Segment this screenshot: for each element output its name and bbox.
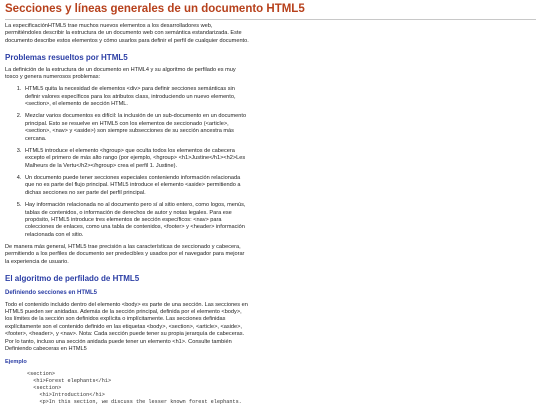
code-line: <section> — [27, 384, 62, 391]
code-line: <h1>Forest elephants</h1> — [27, 377, 112, 384]
list-item: 2. Mezclar varios documentos es difícil: la inclusión de un sub-documento en un documento principal. Esto se resuelve en HTML5 con los elementos de seccionado (<article>, <section>, <nav> y <aside>) son siempre subsecciones de su sección ancestra más cercana. — [23, 113, 251, 143]
problems-closing-paragraph: De manera más general, HTML5 trae precisión a las características de seccionado y cabecera, permitiendo a los perfiles de documento ser predecibles y usados por el navegador para mejorar la experiencia de usuario. — [5, 244, 245, 265]
section-heading-algorithm: El algoritmo de perfilado de HTML5 — [5, 274, 140, 284]
example-heading: Ejemplo — [5, 359, 27, 366]
code-line: <h1>Introduction</h1> — [27, 391, 105, 398]
list-item: 3. HTML5 introduce el elemento <hgroup> que oculta todos los elementos de cabecera excepto el primero de más alto rango (por ejemplo, <hgroup> <h1>Justine</h1><h2>Les Malheurs de la Vertu</h2></hgroup> crea el perfil 1. Justine). — [23, 148, 251, 170]
problems-list — [5, 86, 251, 239]
defining-sections-paragraph: Todo el contenido incluido dentro del elemento <body> es parte de una sección. Las secciones en HTML5 pueden ser anidadas. Además de la sección principal, definida por el elemento <body>, los límites de la sección son definidos explícita o implícitamente. Las secciones definidas explícitamente son el contenido definido en las etiquetas <body>, <section>, <article>, <aside>, <footer>, <header>, y <nav>. Nota: Cada sección puede tener su propia jerarquía de cabeceras. Por lo tanto, incluso una sección anidada puede tener un elemento <h1>. Consulte también Definiendo cabeceras en HTML5 — [5, 301, 248, 352]
code-line: <section> — [27, 370, 56, 377]
subsection-heading-defining-sections: Definiendo secciones en HTML5 — [5, 289, 98, 296]
list-item: 1. HTML5 quita la necesidad de elementos <div> para definir secciones semánticas sin definir valores específicos para los atributos class, introduciendo un nuevo elemento, <section>, el elemento de sección HTML. — [23, 86, 251, 108]
page-title: Secciones y líneas generales de un documento HTML5 — [5, 3, 536, 20]
list-item: 5. Hay información relacionada no al documento pero sí al sitio entero, como logos, menús, tablas de contenidos, o información de derechos de autor y notas legales. Para ese propósito, HTML5 introduce tres elementos de sección específicos: <nav> para colecciones de enlaces, como una tabla de contenidos, <footer> y <header> información relacionada con el sitio. — [23, 202, 251, 239]
intro-paragraph: La especificaciónHTML5 trae muchos nuevos elementos a los desarrolladores web, permitiéndoles describir la estructura de un documento web con semántica estandarizada. Este documento describe estos elementos y cómo usarlos para definir el perfil de cualquier documento. — [5, 22, 249, 44]
section-heading-problems: Problemas resueltos por HTML5 — [5, 52, 128, 62]
list-item: 4. Un documento puede tener secciones especiales conteniendo información relacionada que no es parte del flujo principal. HTML5 introduce el elemento <aside> permitiendo a dichas secciones no ser parte del perfil principal. — [23, 175, 251, 197]
code-example — [27, 371, 536, 406]
code-line: <p>In this section, we discuss the lesser known forest elephants. — [27, 398, 242, 405]
problems-lead-paragraph: La definición de la estructura de un documento en HTML4 y su algoritmo de perfilado es muy tosco y genera numerosos problemas: — [5, 66, 236, 80]
